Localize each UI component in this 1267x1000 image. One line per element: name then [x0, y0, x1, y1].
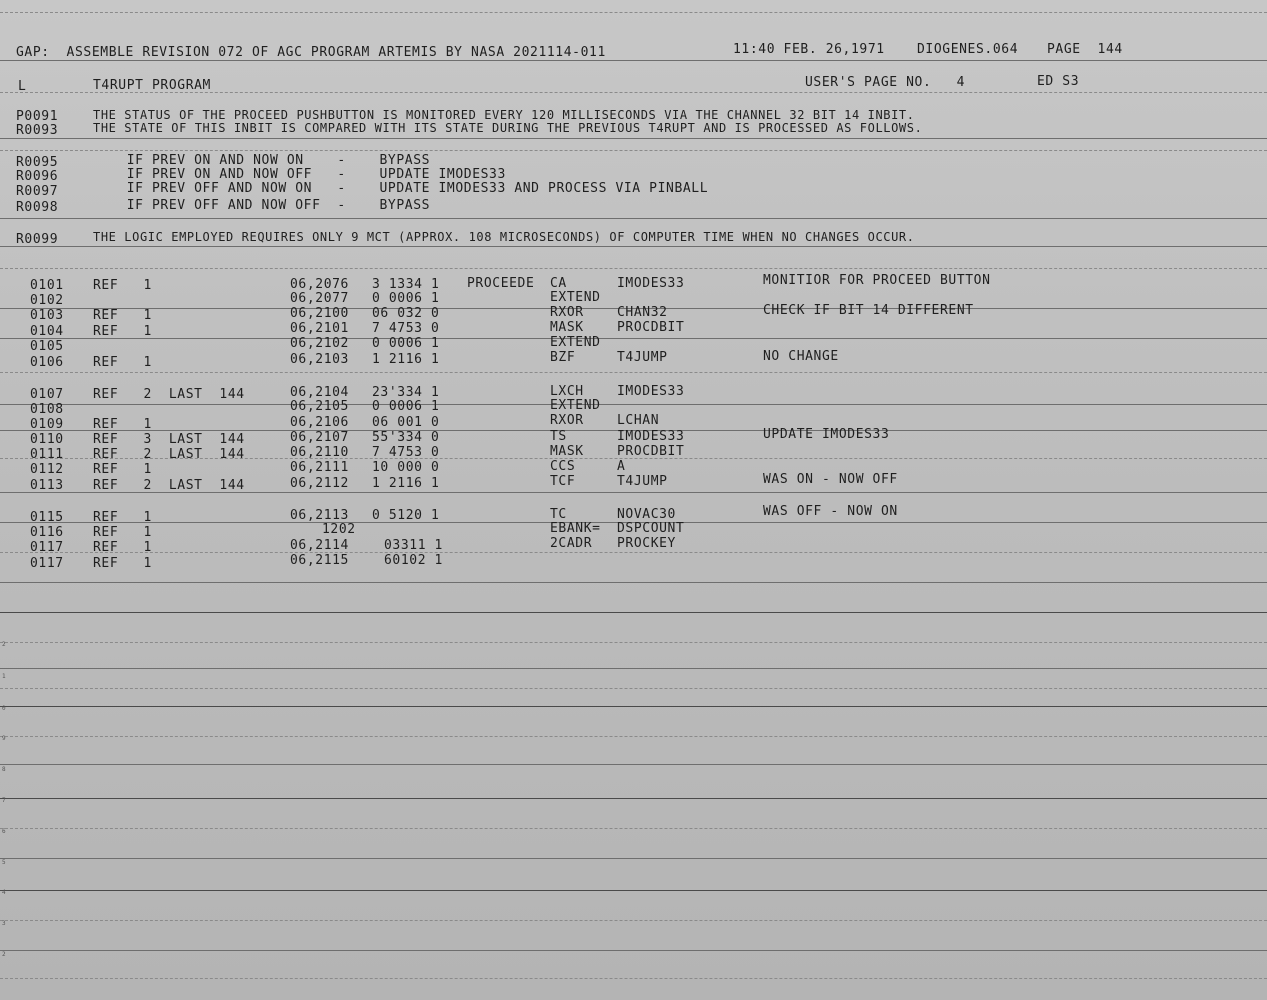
ruling-line [0, 688, 1267, 689]
remark: NO CHANGE [763, 349, 839, 364]
octal-word: 7 4753 0 [372, 321, 440, 336]
opcode: MASK [550, 320, 584, 335]
comment-line-text: IF PREV OFF AND NOW OFF - BYPASS [93, 198, 431, 213]
memory-address: 06,2114 [290, 538, 349, 553]
memory-address: 06,2110 [290, 445, 349, 460]
memory-address: 1202 [322, 522, 356, 537]
line-number: 0103 [30, 308, 64, 323]
octal-word: 03311 1 [384, 538, 443, 553]
remark: MONITIOR FOR PROCEED BUTTON [763, 273, 991, 288]
ruling-line [0, 920, 1267, 921]
assembly-header: GAP: ASSEMBLE REVISION 072 OF AGC PROGRAM ARTEMIS BY NASA 2021114-011 [16, 45, 606, 60]
opcode: 2CADR [550, 536, 593, 551]
line-number: 0110 [30, 432, 64, 447]
operand: T4JUMP [617, 474, 668, 489]
margin-mark: 4 [2, 889, 6, 896]
memory-address: 06,2105 [290, 399, 349, 414]
line-number: 0113 [30, 478, 64, 493]
ruling-line [0, 798, 1267, 799]
memory-address: 06,2103 [290, 352, 349, 367]
memory-address: 06,2076 [290, 277, 349, 292]
comment-line-text: THE STATE OF THIS INBIT IS COMPARED WITH ITS STATE DURING THE PREVIOUS T4RUPT AND IS PROCESSED AS FOLLOWS. [93, 121, 923, 135]
opcode: EXTEND [550, 335, 601, 350]
section-marker: L [18, 79, 27, 94]
ref-count: REF 1 [93, 324, 152, 339]
margin-mark: 9 [2, 735, 6, 742]
memory-address: 06,2100 [290, 306, 349, 321]
comment-line-text: IF PREV ON AND NOW ON - BYPASS [93, 153, 431, 168]
line-number: 0112 [30, 462, 64, 477]
users-page-number: USER'S PAGE NO. 4 [805, 75, 966, 90]
octal-word: 3 1334 1 [372, 277, 440, 292]
memory-address: 06,2101 [290, 321, 349, 336]
operand: IMODES33 [617, 276, 685, 291]
remark: WAS OFF - NOW ON [763, 504, 898, 519]
comment-line-id: R0099 [16, 232, 59, 247]
memory-address: 06,2106 [290, 415, 349, 430]
operand: LCHAN [617, 413, 660, 428]
machine-id: DIOGENES.064 [917, 42, 1019, 57]
line-number: 0104 [30, 324, 64, 339]
ruling-line [0, 246, 1267, 247]
section-title: T4RUPT PROGRAM [93, 78, 211, 93]
comment-line-id: R0097 [16, 184, 59, 199]
memory-address: 06,2107 [290, 430, 349, 445]
memory-address: 06,2102 [290, 336, 349, 351]
comment-line-id: R0093 [16, 123, 59, 138]
margin-mark: 7 [2, 797, 6, 804]
ruling-line [0, 612, 1267, 613]
operand: IMODES33 [617, 384, 685, 399]
opcode: RXOR [550, 413, 584, 428]
ref-count: REF 2 LAST 144 [93, 387, 245, 402]
ruling-line [0, 218, 1267, 219]
ref-count: REF 2 LAST 144 [93, 478, 245, 493]
opcode: RXOR [550, 305, 584, 320]
ruling-line [0, 138, 1267, 139]
line-number: 0117 [30, 540, 64, 555]
opcode: LXCH [550, 384, 584, 399]
margin-mark: 8 [2, 766, 6, 773]
octal-word: 55'334 0 [372, 430, 440, 445]
line-number: 0101 [30, 278, 64, 293]
ruling-line [0, 828, 1267, 829]
comment-line-id: P0091 [16, 109, 59, 124]
ruling-line [0, 60, 1267, 61]
operand: CHAN32 [617, 305, 668, 320]
ruling-line [0, 668, 1267, 669]
opcode: EXTEND [550, 290, 601, 305]
opcode: TC [550, 507, 567, 522]
line-number: 0107 [30, 387, 64, 402]
line-number: 0115 [30, 510, 64, 525]
ref-count: REF 1 [93, 462, 152, 477]
line-number: 0106 [30, 355, 64, 370]
margin-mark: 2 [2, 951, 6, 958]
ruling-line [0, 582, 1267, 583]
comment-line-text: IF PREV OFF AND NOW ON - UPDATE IMODES33 AND PROCESS VIA PINBALL [93, 181, 709, 196]
memory-address: 06,2111 [290, 460, 349, 475]
ruling-line [0, 764, 1267, 765]
operand: PROCDBIT [617, 444, 685, 459]
operand: T4JUMP [617, 350, 668, 365]
ruling-line [0, 372, 1267, 373]
operand: PROCKEY [617, 536, 676, 551]
ruling-line [0, 12, 1267, 13]
memory-address: 06,2104 [290, 385, 349, 400]
memory-address: 06,2112 [290, 476, 349, 491]
octal-word: 60102 1 [384, 553, 443, 568]
edition-code: ED S3 [1037, 74, 1080, 89]
operand: IMODES33 [617, 429, 685, 444]
ruling-line [0, 150, 1267, 151]
octal-word: 10 000 0 [372, 460, 440, 475]
line-number: 0116 [30, 525, 64, 540]
margin-mark: 6 [2, 828, 6, 835]
comment-line-id: R0096 [16, 169, 59, 184]
ruling-line [0, 338, 1267, 339]
operand: PROCDBIT [617, 320, 685, 335]
opcode: BZF [550, 350, 576, 365]
opcode: EBANK= [550, 521, 601, 536]
opcode: TCF [550, 474, 576, 489]
ruling-line [0, 858, 1267, 859]
comment-line-id: R0095 [16, 155, 59, 170]
octal-word: 0 5120 1 [372, 508, 440, 523]
ref-count: REF 1 [93, 417, 152, 432]
ruling-line [0, 552, 1267, 553]
octal-word: 06 032 0 [372, 306, 440, 321]
ref-count: REF 1 [93, 278, 152, 293]
operand: A [617, 459, 626, 474]
page-number: PAGE 144 [1047, 42, 1123, 57]
opcode: MASK [550, 444, 584, 459]
opcode: TS [550, 429, 567, 444]
comment-line-text: THE LOGIC EMPLOYED REQUIRES ONLY 9 MCT (APPROX. 108 MICROSECONDS) OF COMPUTER TIME WHEN NO CHANGES OCCUR. [93, 230, 915, 244]
margin-mark: 1 [2, 673, 6, 680]
comment-line-text: IF PREV ON AND NOW OFF - UPDATE IMODES33 [93, 167, 506, 182]
ref-count: REF 1 [93, 355, 152, 370]
margin-mark: 5 [2, 859, 6, 866]
line-number: 0102 [30, 293, 64, 308]
remark: UPDATE IMODES33 [763, 427, 890, 442]
ruling-line [0, 268, 1267, 269]
ref-count: REF 1 [93, 540, 152, 555]
operand: DSPCOUNT [617, 521, 685, 536]
line-number: 0117 [30, 556, 64, 571]
comment-line-id: R0098 [16, 200, 59, 215]
ruling-line [0, 736, 1267, 737]
octal-word: 0 0006 1 [372, 399, 440, 414]
symbol-label: PROCEEDE [467, 276, 535, 291]
line-number: 0105 [30, 339, 64, 354]
opcode: EXTEND [550, 398, 601, 413]
comment-line-text: THE STATUS OF THE PROCEED PUSHBUTTON IS MONITORED EVERY 120 MILLISECONDS VIA THE CHANNEL 32 BIT 14 INBIT. [93, 108, 915, 122]
ruling-line [0, 706, 1267, 707]
margin-mark: 2 [2, 641, 6, 648]
memory-address: 06,2077 [290, 291, 349, 306]
ruling-line [0, 950, 1267, 951]
line-number: 0109 [30, 417, 64, 432]
memory-address: 06,2113 [290, 508, 349, 523]
octal-word: 0 0006 1 [372, 336, 440, 351]
line-number: 0108 [30, 402, 64, 417]
octal-word: 1 2116 1 [372, 352, 440, 367]
ref-count: REF 1 [93, 556, 152, 571]
ref-count: REF 1 [93, 510, 152, 525]
ruling-line [0, 890, 1267, 891]
margin-mark: 3 [2, 920, 6, 927]
remark: CHECK IF BIT 14 DIFFERENT [763, 303, 974, 318]
ref-count: REF 1 [93, 525, 152, 540]
margin-mark: 0 [2, 705, 6, 712]
memory-address: 06,2115 [290, 553, 349, 568]
opcode: CCS [550, 459, 576, 474]
line-number: 0111 [30, 447, 64, 462]
operand: NOVAC30 [617, 507, 676, 522]
remark: WAS ON - NOW OFF [763, 472, 898, 487]
octal-word: 23'334 1 [372, 385, 440, 400]
ruling-line [0, 978, 1267, 979]
ruling-line [0, 642, 1267, 643]
octal-word: 0 0006 1 [372, 291, 440, 306]
ruling-line [0, 404, 1267, 405]
octal-word: 7 4753 0 [372, 445, 440, 460]
octal-word: 1 2116 1 [372, 476, 440, 491]
opcode: CA [550, 276, 567, 291]
ref-count: REF 2 LAST 144 [93, 447, 245, 462]
ref-count: REF 3 LAST 144 [93, 432, 245, 447]
print-timestamp: 11:40 FEB. 26,1971 [733, 42, 885, 57]
ref-count: REF 1 [93, 308, 152, 323]
octal-word: 06 001 0 [372, 415, 440, 430]
